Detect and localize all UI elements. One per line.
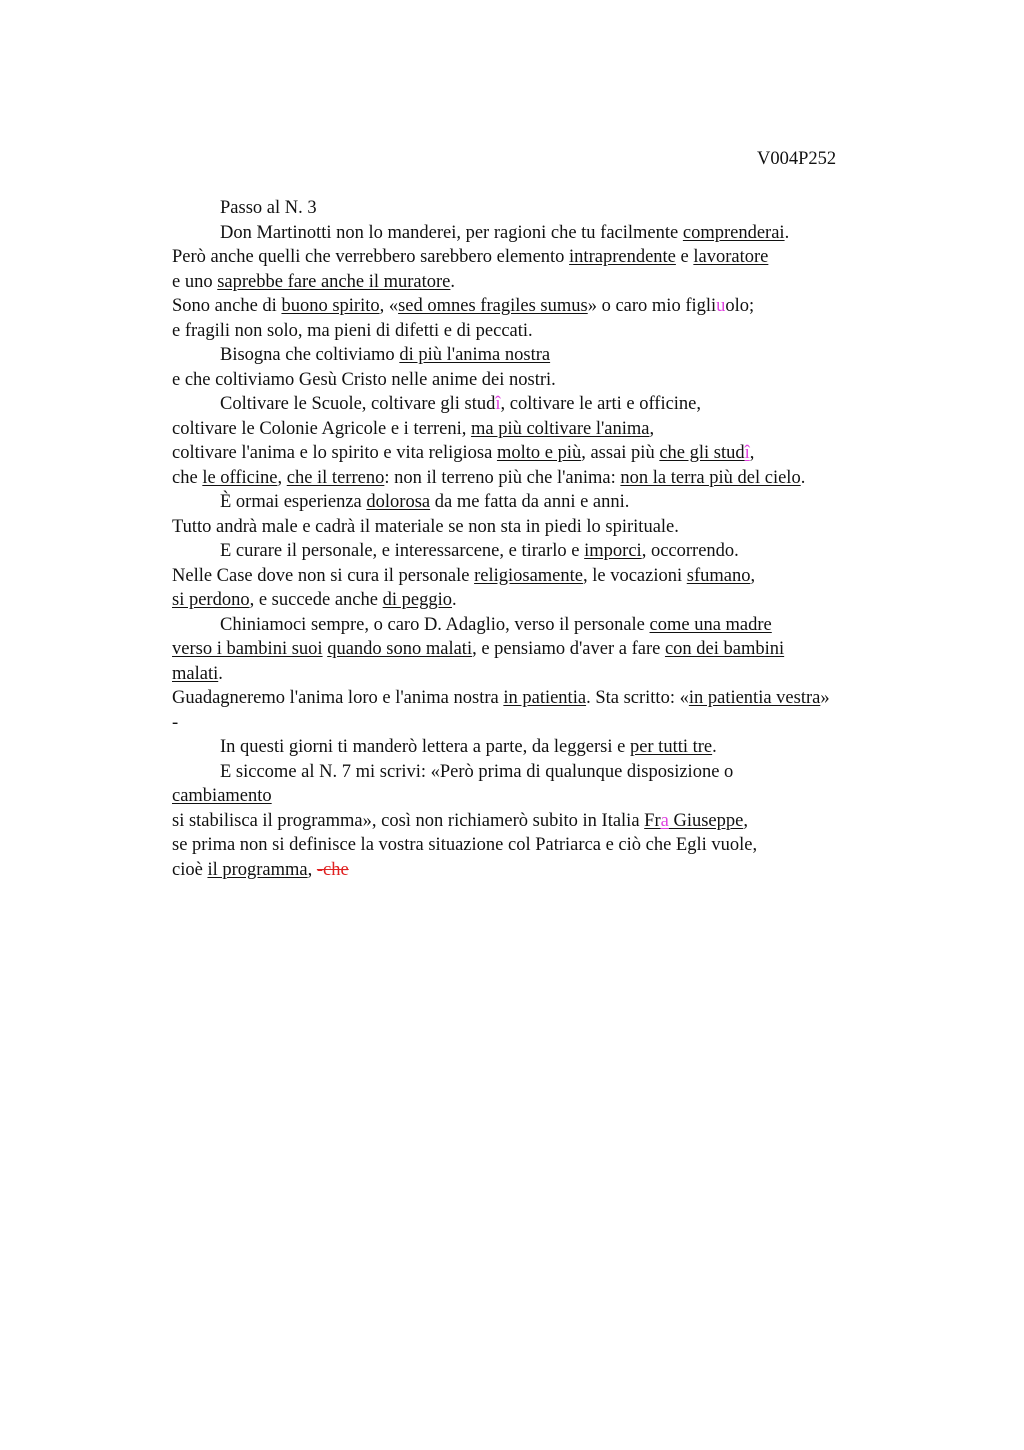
text-line: [172, 539, 932, 564]
text-segment: , le vocazioni: [582, 565, 687, 586]
text-line: [172, 221, 932, 246]
underlined-text: Giuseppe: [668, 810, 744, 831]
text-segment: , e succede anche: [249, 590, 383, 610]
text-segment: e: [675, 247, 694, 267]
text-segment: si stabilisca il programma», così non richiamerò subito in Italia: [172, 810, 645, 831]
text-line: [172, 490, 932, 515]
text-line: [172, 662, 932, 687]
underlined-text: le officine: [202, 467, 278, 488]
text-line: [172, 784, 932, 809]
text-segment: .: [218, 663, 223, 684]
underlined-text: come una madre: [649, 614, 772, 635]
text-segment: . Sta scritto: «: [586, 688, 689, 708]
text-segment: cioè: [172, 859, 208, 880]
text-segment: .: [784, 222, 790, 243]
text-line: [172, 368, 932, 393]
underlined-text: di peggio: [382, 590, 452, 610]
underlined-text: il programma: [207, 859, 308, 880]
text-line: [172, 270, 932, 295]
underlined-text: molto e più: [496, 443, 582, 463]
text-segment: e uno: [172, 271, 218, 292]
text-segment: olo;: [725, 296, 755, 316]
underlined-text: lavoratore: [693, 247, 769, 267]
text-line: [172, 245, 932, 270]
text-segment: Bisogna che coltiviamo: [220, 345, 400, 365]
text-segment: da me fatta da anni e anni.: [430, 492, 630, 512]
text-line: [172, 515, 932, 540]
underlined-text: con dei bambini: [664, 639, 785, 659]
document-body: [172, 196, 932, 882]
text-segment: Chiniamoci sempre, o caro D. Adaglio, verso il personale: [220, 614, 650, 635]
text-line: [172, 196, 932, 221]
page-identifier: V004P252: [757, 149, 837, 169]
text-line: [172, 735, 932, 760]
text-segment: e fragili non solo, ma pieni di difetti e di peccati.: [172, 320, 533, 341]
underlined-text: saprebbe fare anche il muratore: [217, 271, 451, 292]
underlined-text: che il terreno: [286, 467, 385, 488]
underlined-text: quando sono malati: [327, 639, 473, 659]
underlined-text: verso i bambini suoi: [172, 639, 323, 659]
text-line: [172, 613, 932, 638]
text-segment: ,: [307, 859, 317, 880]
text-segment: ,: [649, 418, 655, 439]
text-segment: ,: [743, 810, 748, 831]
text-line: [172, 637, 932, 662]
text-segment: coltivare l'anima e lo spirito e vita religiosa: [172, 443, 497, 463]
highlighted-correction: î: [495, 394, 501, 414]
text-line: [172, 686, 932, 711]
text-segment: .: [800, 467, 806, 488]
underlined-text: comprenderai: [682, 222, 785, 243]
underlined-text: sed omnes fragiles sumus: [398, 296, 588, 316]
text-segment: E siccome al N. 7 mi scrivi: «Però prima di qualunque disposizione o: [220, 761, 734, 782]
text-segment: -: [172, 712, 179, 733]
text-segment: , coltivare le arti e officine,: [500, 394, 702, 414]
text-segment: Nelle Case dove non si cura il personale: [172, 565, 475, 586]
text-segment: che: [172, 467, 203, 488]
underlined-text: in patientia vestra: [688, 688, 821, 708]
text-line: [172, 441, 932, 466]
underlined-text: Fr: [644, 810, 661, 831]
highlighted-correction: u: [716, 296, 726, 316]
text-segment: ,: [750, 565, 756, 586]
underlined-text: buono spirito: [281, 296, 380, 316]
text-segment: , e pensiamo d'aver a fare: [472, 639, 665, 659]
text-line: [172, 588, 932, 613]
underlined-text: cambiamento: [172, 786, 272, 806]
text-segment: coltivare le Colonie Agricole e i terreni,: [172, 418, 471, 439]
text-line: [172, 564, 932, 589]
text-segment: Tutto andrà male e cadrà il materiale se non sta in piedi lo spirituale.: [172, 516, 679, 537]
text-line: [172, 809, 932, 834]
underlined-text: malati: [172, 663, 219, 684]
text-segment: se prima non si definisce la vostra situazione col Patriarca e ciò che Egli vuole,: [172, 835, 758, 855]
text-segment: » o caro mio figli: [587, 296, 717, 316]
text-line: [172, 417, 932, 442]
text-segment: , occorrendo.: [641, 541, 739, 561]
text-segment: Però anche quelli che verrebbero sarebbero elemento: [172, 247, 570, 267]
underlined-text: ma più coltivare l'anima: [470, 418, 650, 439]
text-segment: .: [450, 271, 456, 292]
text-segment: Passo al N. 3: [220, 198, 317, 218]
underlined-text: imporci: [584, 541, 642, 561]
deleted-text: -che: [316, 859, 349, 880]
text-segment: »: [820, 688, 830, 708]
text-segment: , assai più: [581, 443, 660, 463]
text-segment: Sono anche di: [172, 296, 282, 316]
underlined-text: per tutti tre: [629, 737, 713, 757]
text-segment: Guadagneremo l'anima loro e l'anima nostra: [172, 688, 504, 708]
text-segment: , «: [379, 296, 399, 316]
text-line: [172, 711, 932, 736]
underlined-text: dolorosa: [366, 492, 431, 512]
text-segment: È ormai esperienza: [220, 492, 367, 512]
text-line: [172, 392, 932, 417]
underlined-text: in patientia: [503, 688, 587, 708]
highlighted-correction: î: [744, 443, 750, 463]
text-segment: e che coltiviamo Gesù Cristo nelle anime dei nostri.: [172, 369, 556, 390]
text-line: [172, 319, 932, 344]
text-line: [172, 343, 932, 368]
underlined-text: di più l'anima nostra: [399, 345, 551, 365]
underlined-text: non la terra più del cielo: [620, 467, 801, 488]
text-line: [172, 858, 932, 883]
text-segment: E curare il personale, e interessarcene, e tirarlo e: [220, 541, 585, 561]
text-segment: Don Martinotti non lo manderei, per ragioni che tu facilmente: [220, 222, 683, 243]
text-line: [172, 833, 932, 858]
text-segment: In questi giorni ti manderò lettera a parte, da leggersi e: [220, 737, 630, 757]
underlined-text: religiosamente: [474, 565, 583, 586]
text-segment: ,: [277, 467, 287, 488]
text-segment: Coltivare le Scuole, coltivare gli stud: [220, 394, 496, 414]
text-segment: ,: [749, 443, 755, 463]
text-segment: : non il terreno più che l'anima:: [384, 467, 621, 488]
underlined-text: sfumano: [686, 565, 751, 586]
text-segment: .: [712, 737, 717, 757]
highlighted-correction: a: [660, 810, 669, 831]
underlined-text: si perdono: [172, 590, 250, 610]
text-line: [172, 294, 932, 319]
underlined-text: intraprendente: [569, 247, 676, 267]
underlined-text: che gli stud: [659, 443, 745, 463]
text-line: [172, 466, 932, 491]
text-line: [172, 760, 932, 785]
text-segment: .: [451, 590, 457, 610]
